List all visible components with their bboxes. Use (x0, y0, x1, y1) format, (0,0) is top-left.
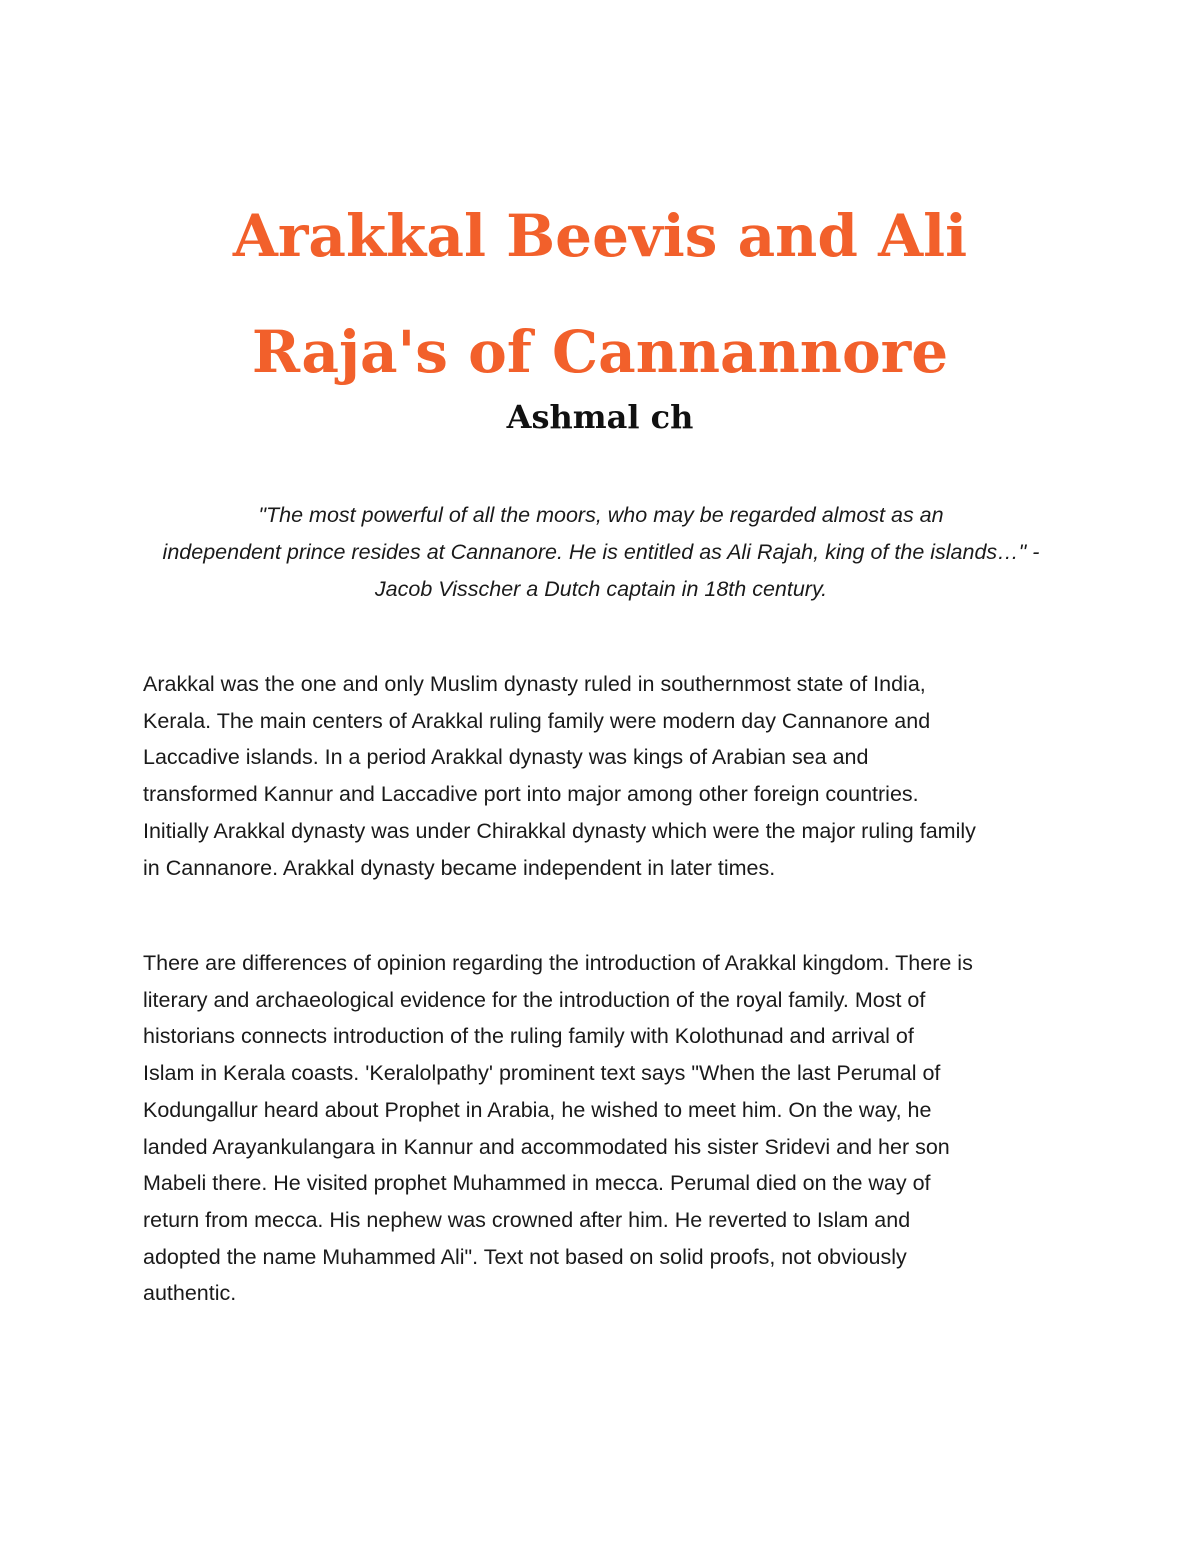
body-paragraph-2 (143, 945, 1073, 1312)
paragraph-line: Mabeli there. He visited prophet Muhammed in mecca. Perumal died on the way of (143, 1171, 931, 1196)
quote-line: Jacob Visscher a Dutch captain in 18th century. (374, 577, 828, 601)
paragraph-line: There are differences of opinion regarding the introduction of Arakkal kingdom. There is (143, 951, 973, 975)
paragraph-line: in Cannanore. Arakkal dynasty became independent in later times. (143, 855, 776, 880)
paragraph-line: adopted the name Muhammed Ali". Text not based on solid proofs, not obviously (143, 1244, 907, 1269)
title-line: Arakkal Beevis and Ali (232, 202, 968, 270)
document-title (0, 178, 1200, 410)
author-name: Ashmal ch (506, 398, 694, 436)
paragraph-line: transformed Kannur and Laccadive port into major among other foreign countries. (143, 782, 919, 807)
paragraph-line: Laccadive islands. In a period Arakkal dynasty was kings of Arabian sea and (143, 745, 869, 770)
epigraph-quote (135, 497, 1067, 608)
paragraph-line: landed Arayankulangara in Kannur and accommodated his sister Sridevi and her son (143, 1134, 950, 1159)
paragraph-line: Kerala. The main centers of Arakkal ruling family were modern day Cannanore and (143, 708, 931, 733)
quote-line: "The most powerful of all the moors, who may be regarded almost as an (258, 503, 944, 527)
paragraph-line: Islam in Kerala coasts. 'Keralolpathy' prominent text says "When the last Perumal of (143, 1061, 941, 1086)
paragraph-line: Initially Arakkal dynasty was under Chirakkal dynasty which were the major ruling family (143, 818, 976, 843)
paragraph-line: literary and archaeological evidence for the introduction of the royal family. Most of (143, 987, 926, 1012)
paragraph-line: historians connects introduction of the ruling family with Kolothunad and arrival of (143, 1024, 914, 1049)
title-line: Raja's of Cannannore (251, 318, 949, 386)
paragraph-line: Kodungallur heard about Prophet in Arabia, he wished to meet him. On the way, he (143, 1097, 932, 1122)
paragraph-line: Arakkal was the one and only Muslim dynasty ruled in southernmost state of India, (143, 672, 926, 696)
paragraph-line: return from mecca. His nephew was crowned after him. He reverted to Islam and (143, 1207, 911, 1232)
body-paragraph-1 (143, 666, 1073, 886)
quote-line: independent prince resides at Cannanore. He is entitled as Ali Rajah, king of the islands…" - (162, 540, 1040, 564)
paragraph-line: authentic. (143, 1281, 237, 1306)
